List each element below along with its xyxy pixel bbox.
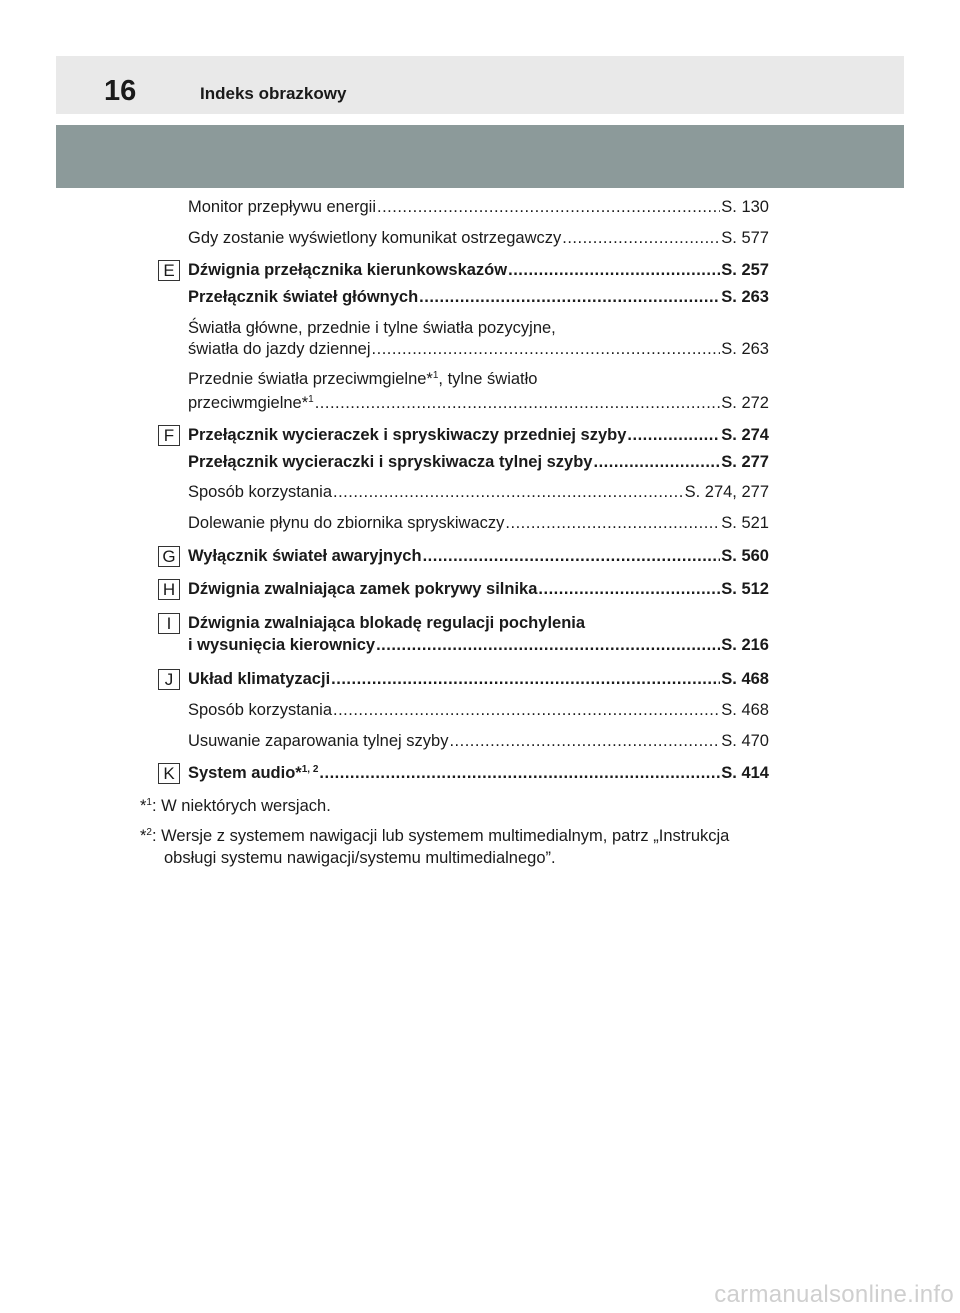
entry-label: Dźwignia przełącznika kierunkowskazów <box>188 261 508 279</box>
index-entry <box>188 669 769 690</box>
entry-page[interactable]: S. 577 <box>721 229 769 247</box>
index-entry: Przednie światła przeciwmgielne*$^1$, tylne światło przeciwmgielne*$^1$ ..... S. 272 <box>188 369 769 414</box>
entry-label: Sposób korzystania <box>188 701 332 719</box>
entry-label: Monitor przepływu energii <box>188 198 377 216</box>
entry-label-line1: Światła główne, przednie i tylne światła pozycyjne, <box>188 319 556 337</box>
letter-marker-f: F <box>158 425 180 446</box>
entry-label: Układ klimatyzacji <box>188 670 331 688</box>
index-entry <box>188 260 769 281</box>
entry-page[interactable]: S. 272 <box>721 394 769 412</box>
entry-label: i wysunięcia kierownicy <box>188 636 376 654</box>
page-number: 16 <box>104 75 137 107</box>
index-entry <box>188 763 769 784</box>
entry-page[interactable]: S. 216 <box>721 636 769 654</box>
footnote-ref: 1 <box>308 394 314 405</box>
entry-page[interactable]: S. 257 <box>721 261 769 279</box>
entry-page[interactable]: S. 512 <box>721 580 769 598</box>
footnote-1: *$^1$: W niektórych wersjach. <box>140 797 331 815</box>
entry-page[interactable]: S. 470 <box>721 732 769 750</box>
entry-page[interactable]: S. 263 <box>721 288 769 306</box>
footnote-mark: * <box>140 797 147 815</box>
entry-page[interactable]: S. 560 <box>721 547 769 565</box>
footnote-text: : Wersje z systemem nawigacji lub systemem multimedialnym, patrz „Instrukcja <box>151 827 730 845</box>
index-entry <box>188 197 769 218</box>
index-entry <box>188 318 769 360</box>
entry-page[interactable]: S. 277 <box>721 453 769 471</box>
index-entry <box>188 579 769 600</box>
letter-marker-h: H <box>158 579 180 600</box>
index-entry <box>188 452 769 473</box>
entry-page[interactable]: S. 130 <box>721 198 769 216</box>
letter-marker-i: I <box>158 613 180 634</box>
entry-page[interactable]: S. 521 <box>721 514 769 532</box>
entry-page[interactable]: S. 468 <box>721 670 769 688</box>
entry-label: światła do jazdy dziennej <box>188 340 371 358</box>
footnote-2-continued: obsługi systemu nawigacji/systemu multimedialnego”. <box>164 849 556 867</box>
letter-marker-g: G <box>158 546 180 567</box>
entry-label: Przełącznik wycieraczek i spryskiwaczy przedniej szyby <box>188 426 627 444</box>
index-entry <box>188 425 769 446</box>
entry-page[interactable]: S. 274 <box>721 426 769 444</box>
entry-page[interactable]: S. 274, 277 <box>684 483 769 501</box>
index-entry <box>188 700 769 721</box>
section-title: Indeks obrazkowy <box>200 84 347 103</box>
footnote-mark: * <box>140 827 147 845</box>
footnote-ref: 1, 2 <box>301 764 319 775</box>
footnote-2: *$^2$: Wersje z systemem nawigacji lub systemem multimedialnym, patrz „Instrukcja <box>140 827 730 845</box>
entry-page[interactable]: S. 263 <box>721 340 769 358</box>
entry-label: Przełącznik świateł głównych <box>188 288 419 306</box>
entry-label: Dźwignia zwalniająca zamek pokrywy silnika <box>188 580 538 598</box>
entry-label: System audio* <box>188 764 302 782</box>
footnote-ref: 1 <box>432 370 439 381</box>
header-band <box>56 56 904 114</box>
entry-label-line1: Dźwignia zwalniająca blokadę regulacji pochylenia <box>188 614 586 632</box>
entry-label: Usuwanie zaparowania tylnej szyby <box>188 732 449 750</box>
entry-label: Sposób korzystania <box>188 483 332 501</box>
footnote-text: : W niektórych wersjach. <box>151 797 331 815</box>
entry-label: przeciwmgielne* <box>188 394 309 412</box>
index-entry <box>188 731 769 752</box>
entry-page[interactable]: S. 468 <box>721 701 769 719</box>
illustration-placeholder-bar <box>56 125 904 188</box>
index-entry <box>188 546 769 567</box>
entry-label: Przełącznik wycieraczki i spryskiwacza tylnej szyby <box>188 453 593 471</box>
entry-label: Gdy zostanie wyświetlony komunikat ostrzegawczy <box>188 229 562 247</box>
entry-label: Wyłącznik świateł awaryjnych <box>188 547 422 565</box>
index-entry <box>188 613 769 656</box>
watermark: carmanualsonline.info <box>714 1281 954 1308</box>
entry-label: Dolewanie płynu do zbiornika spryskiwaczy <box>188 514 505 532</box>
letter-marker-k: K <box>158 763 180 784</box>
index-entry <box>188 287 769 308</box>
letter-marker-e: E <box>158 260 180 281</box>
index-entry <box>188 228 769 249</box>
entry-page[interactable]: S. 414 <box>721 764 769 782</box>
index-entry <box>188 513 769 534</box>
index-entry <box>188 482 769 503</box>
letter-marker-j: J <box>158 669 180 690</box>
entry-label-line1: Przednie światła przeciwmgielne* <box>188 370 433 388</box>
